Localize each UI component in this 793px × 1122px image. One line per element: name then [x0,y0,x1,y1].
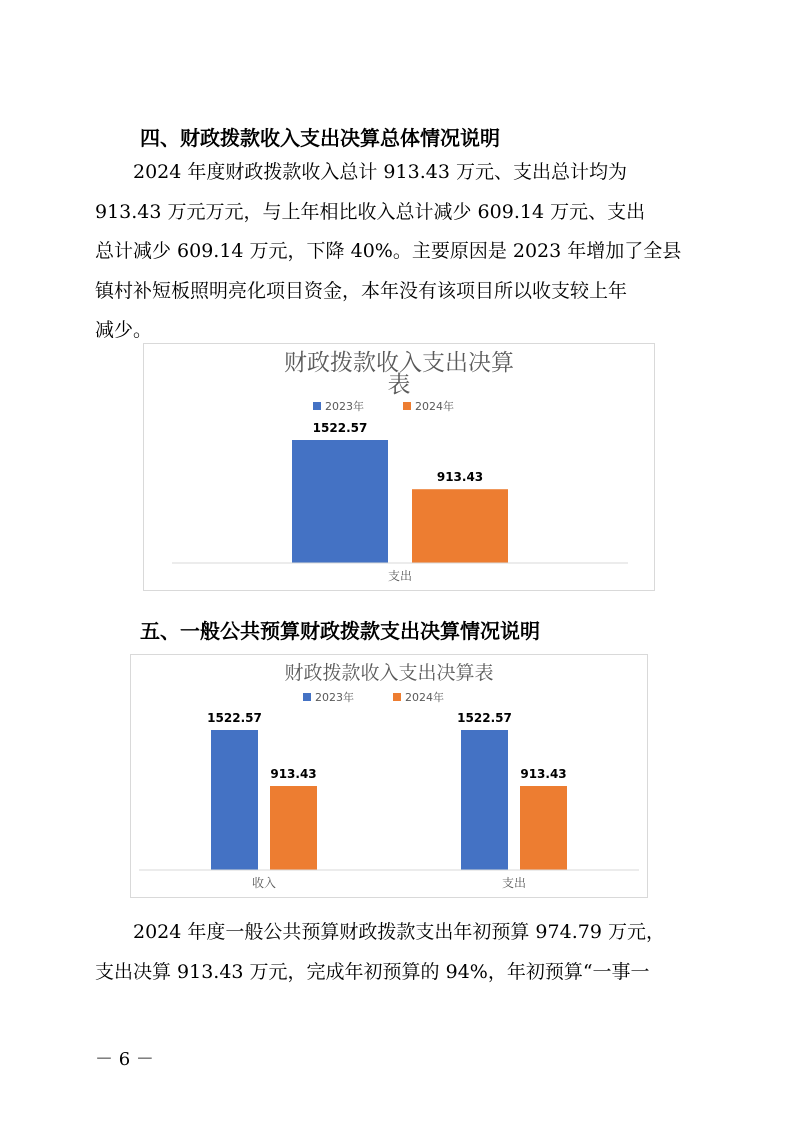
legend-label: 2024年 [415,400,454,413]
legend-swatch [393,693,401,701]
bar [520,786,567,870]
section4-paragraph [95,153,703,351]
bar [270,786,317,870]
chart-title: 财政拨款收入支出决算 [284,350,514,376]
legend-label: 2023年 [325,400,364,413]
legend-swatch [303,693,311,701]
legend-label: 2023年 [315,691,354,704]
paragraph-line: 2024 年度一般公共预算财政拨款支出年初预算 974.79 万元， [95,921,665,943]
data-label: 913.43 [520,767,567,782]
chart-title: 表 [387,372,411,398]
chart-2 [130,654,648,898]
chart-1 [143,343,655,591]
data-label: 913.43 [436,470,484,485]
legend-label: 2024年 [405,691,444,704]
paragraph-line: 913.43 万元万元，与上年相比收入总计减少 609.14 万元、支出 [95,200,646,223]
page-number: － 6 － [95,1049,154,1070]
paragraph-line: 支出决算 913.43 万元，完成年初预算的 94%，年初预算“一事一 [95,960,650,983]
category-label: 支出 [387,569,413,583]
section4-heading: 四、财政拨款收入支出决算总体情况说明 [140,126,500,150]
data-label: 1522.57 [457,711,512,725]
data-label: 913.43 [270,767,317,782]
bar [461,730,508,870]
category-label: 支出 [501,876,527,890]
category-label: 收入 [251,876,277,890]
paragraph-line: 减少。 [95,319,153,341]
bar [292,440,388,563]
legend-swatch [313,402,321,410]
chart-title: 财政拨款收入支出决算表 [284,662,494,684]
paragraph-line: 2024 年度财政拨款收入总计 913.43 万元、支出总计均为 [95,161,627,183]
bar [211,730,258,870]
paragraph-line: 镇村补短板照明亮化项目资金，本年没有该项目所以收支较上年 [95,279,628,302]
data-label: 1522.57 [312,421,368,435]
paragraph-line: 总计减少 609.14 万元，下降 40%。主要原因是 2023 年增加了全县 [95,240,682,262]
chart-2-svg [131,655,647,897]
data-label: 1522.57 [207,711,262,725]
legend-swatch [403,402,411,410]
section5-heading: 五、一般公共预算财政拨款支出决算情况说明 [140,619,540,643]
bar [412,489,508,563]
chart-1-svg [144,344,654,590]
section5-paragraph [95,913,703,992]
